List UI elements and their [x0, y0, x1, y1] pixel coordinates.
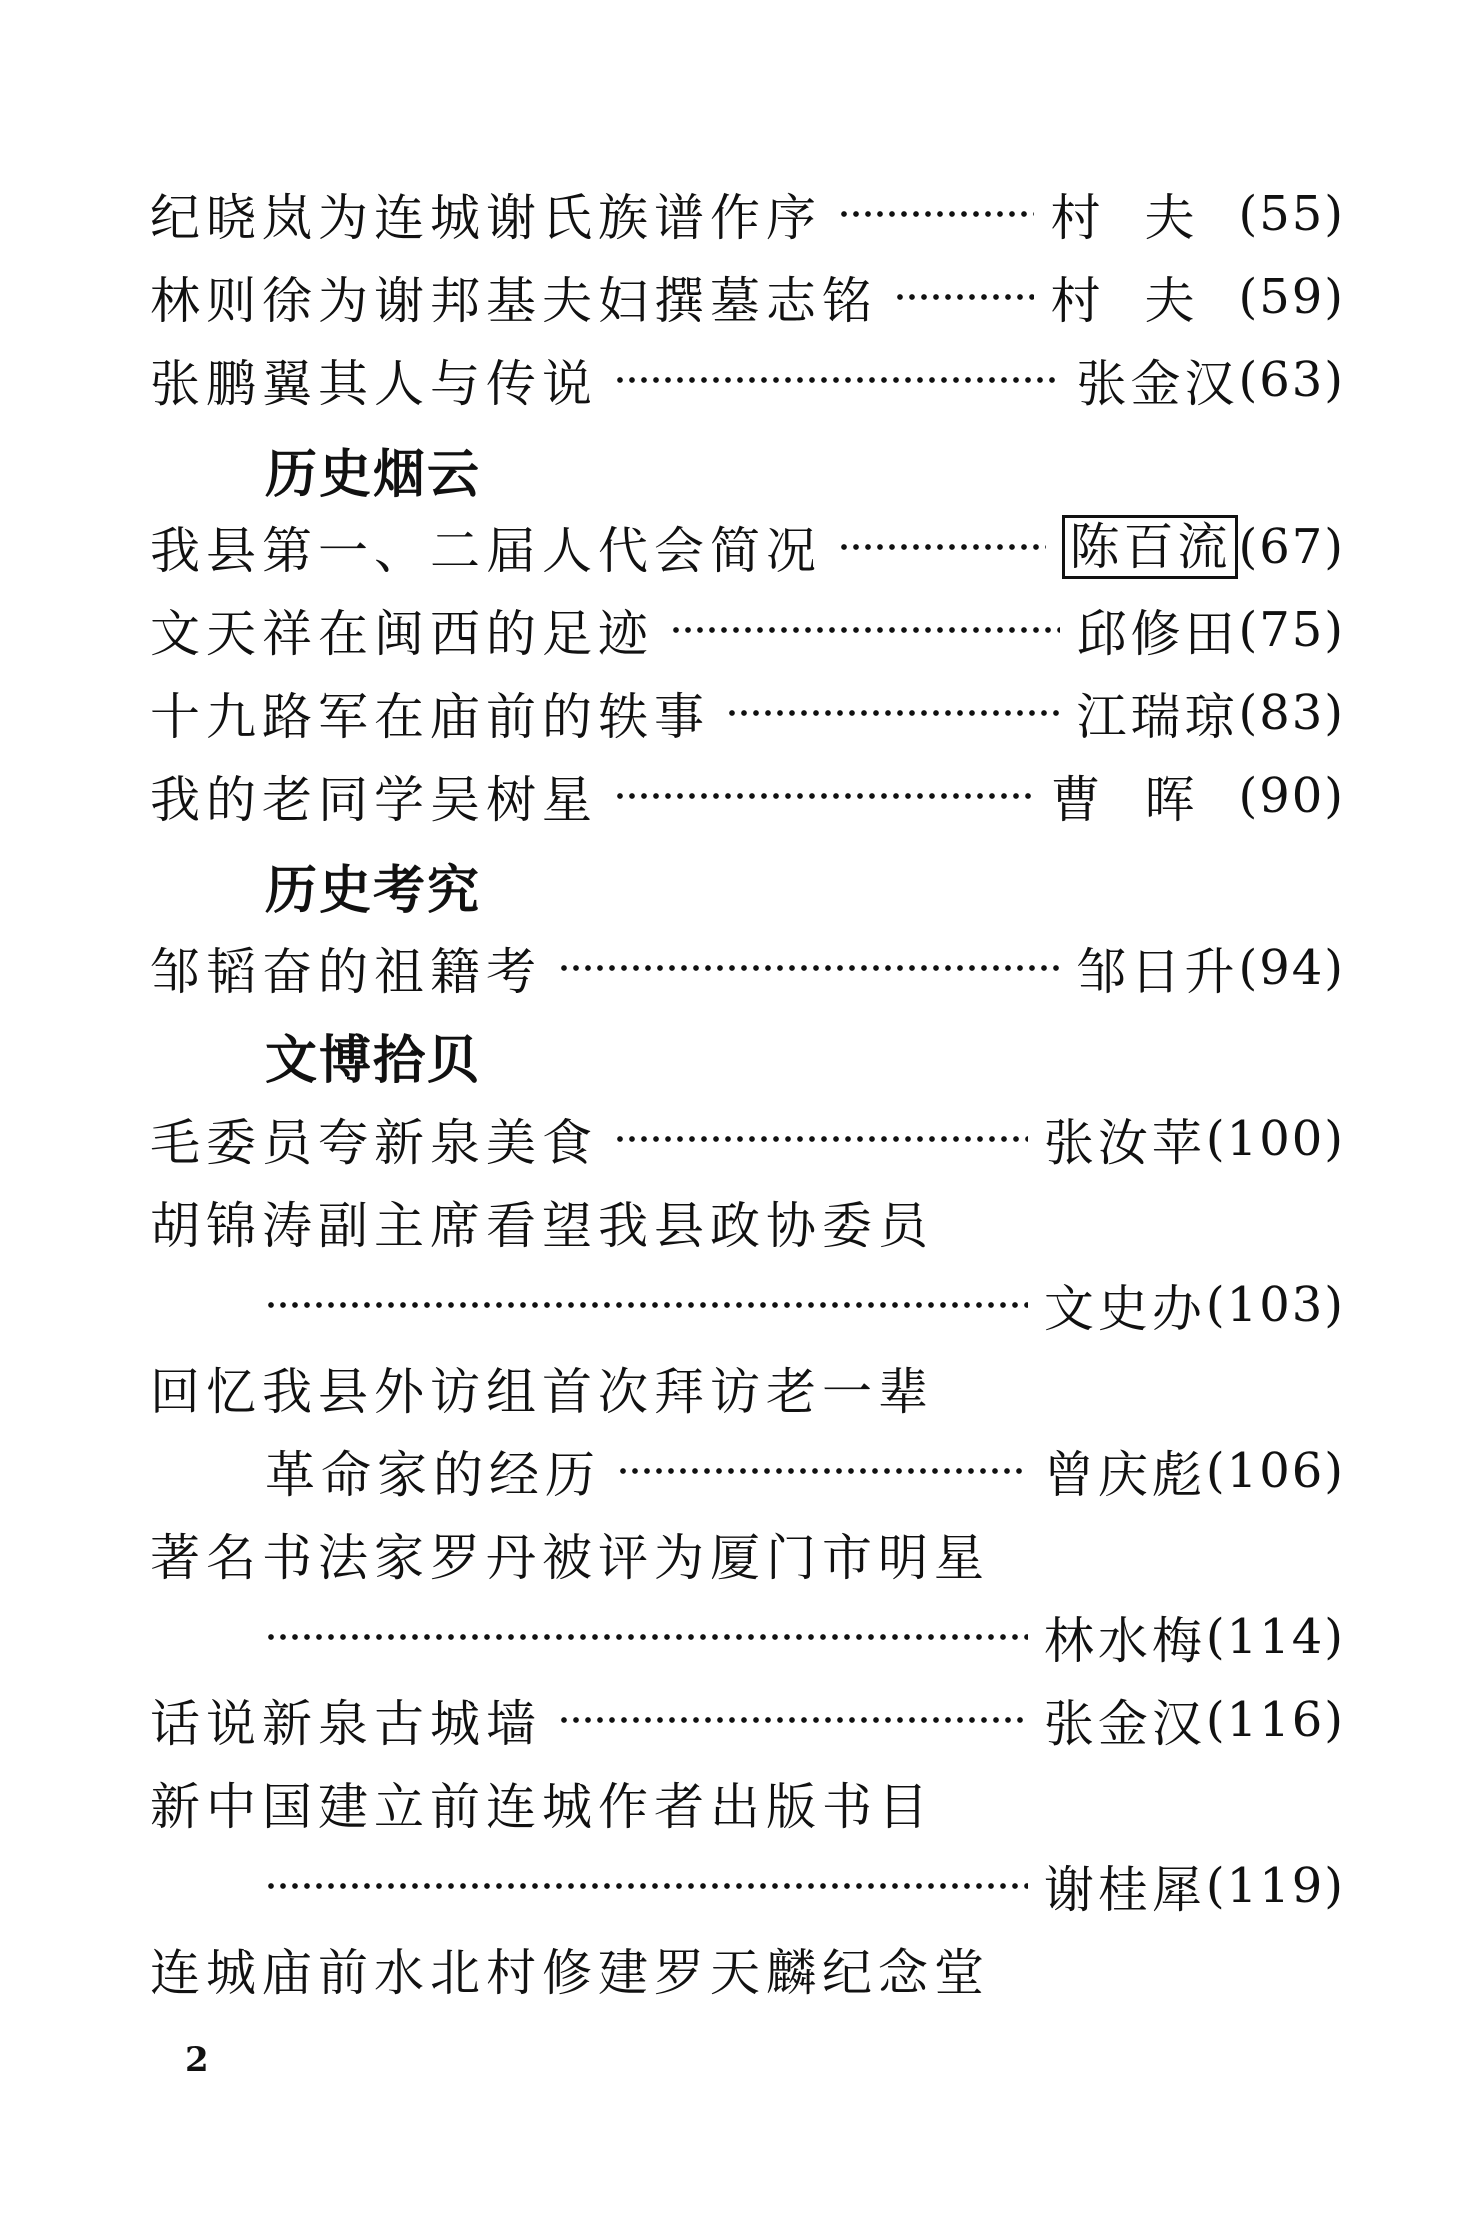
entry-page: (75): [1238, 602, 1345, 658]
entry-author: 村夫: [1050, 189, 1239, 247]
toc-entry: [150, 1349, 1345, 1427]
toc-entry-continuation: [265, 1432, 1345, 1510]
entry-author: 张汝苹: [1043, 1114, 1206, 1172]
toc-entry: [150, 757, 1345, 835]
entry-title: 纪晓岚为连城谢氏族谱作序: [150, 189, 822, 247]
toc-entry-continuation: [265, 1598, 1345, 1676]
entry-title: 著名书法家罗丹被评为厦门市明星: [150, 1529, 990, 1587]
section-heading: 文博拾贝: [265, 1031, 482, 1091]
toc-entry: [150, 929, 1345, 1007]
entry-page: (67): [1238, 519, 1345, 575]
dot-leader: [617, 1466, 1028, 1476]
entry-page: (116): [1205, 1692, 1345, 1748]
dot-leader: [265, 1881, 1028, 1891]
dot-leader: [558, 963, 1060, 973]
toc-entry-continuation: [265, 1266, 1345, 1344]
entry-author: [1062, 515, 1238, 579]
entry-title: 连城庙前水北村修建罗天麟纪念堂: [150, 1944, 990, 2002]
entry-page: (83): [1238, 685, 1345, 741]
dot-leader: [838, 209, 1034, 219]
entry-author: 曾庆彪: [1043, 1446, 1206, 1504]
entry-title: 文天祥在闽西的足迹: [150, 605, 654, 663]
entry-author: 曹晖: [1050, 771, 1239, 829]
entry-title: 话说新泉古城墙: [150, 1695, 542, 1753]
toc-entry-continuation: [265, 1847, 1345, 1925]
toc-entry: [150, 1515, 1345, 1593]
dot-leader: [265, 1300, 1028, 1310]
entry-page: (55): [1238, 186, 1345, 242]
entry-title: 新中国建立前连城作者出版书目: [150, 1778, 934, 1836]
entry-title: 邹韬奋的祖籍考: [150, 943, 542, 1001]
entry-page: (106): [1205, 1443, 1345, 1499]
toc-entry: [150, 591, 1345, 669]
entry-page: (90): [1238, 768, 1345, 824]
entry-page: (59): [1238, 269, 1345, 325]
toc-entry: [150, 674, 1345, 752]
dot-leader: [670, 625, 1060, 635]
page-number: 2: [185, 2040, 209, 2080]
entry-title: 我的老同学吴树星: [150, 771, 598, 829]
entry-author: 江瑞琼: [1076, 688, 1239, 746]
toc-entry: [150, 175, 1345, 253]
entry-title: 林则徐为谢邦基夫妇撰墓志铭: [150, 272, 878, 330]
entry-author: 邹日升: [1076, 943, 1239, 1001]
toc-entry: [150, 1100, 1345, 1178]
entry-title: 我县第一、二届人代会简况: [150, 522, 822, 580]
toc-entry: [150, 1764, 1345, 1842]
entry-author: 邱修田: [1076, 605, 1239, 663]
entry-title-continued: 革命家的经历: [265, 1446, 601, 1504]
dot-leader: [838, 542, 1046, 552]
dot-leader: [614, 1134, 1028, 1144]
toc-entry: [150, 1930, 1345, 2008]
dot-leader: [614, 375, 1060, 385]
toc-entry: [150, 508, 1345, 586]
entry-author: 村夫: [1050, 272, 1239, 330]
entry-title: 张鹏翼其人与传说: [150, 355, 598, 413]
entry-page: (103): [1205, 1277, 1345, 1333]
entry-page: (119): [1205, 1858, 1345, 1914]
entry-author: 张金汉: [1076, 355, 1239, 413]
section-heading: 历史考究: [265, 861, 482, 921]
dot-leader: [894, 292, 1034, 302]
entry-author: 文史办: [1043, 1280, 1206, 1338]
entry-page: (100): [1205, 1111, 1345, 1167]
toc-entry: [150, 341, 1345, 419]
dot-leader: [726, 708, 1060, 718]
entry-title: 十九路军在庙前的轶事: [150, 688, 710, 746]
toc-entry: [150, 258, 1345, 336]
entry-title: 回忆我县外访组首次拜访老一辈: [150, 1363, 934, 1421]
entry-title: 毛委员夸新泉美食: [150, 1114, 598, 1172]
boxed-author: 陈百流: [1062, 515, 1238, 579]
toc-entry: [150, 1681, 1345, 1759]
dot-leader: [265, 1632, 1028, 1642]
dot-leader: [558, 1715, 1028, 1725]
entry-author: 林水梅: [1043, 1612, 1206, 1670]
entry-author: 张金汉: [1043, 1695, 1206, 1753]
entry-author: 谢桂犀: [1043, 1861, 1206, 1919]
entry-page: (94): [1238, 940, 1345, 996]
section-heading: 历史烟云: [265, 445, 482, 505]
dot-leader: [614, 791, 1034, 801]
toc-entry: [150, 1183, 1345, 1261]
entry-title: 胡锦涛副主席看望我县政协委员: [150, 1197, 934, 1255]
entry-page: (114): [1205, 1609, 1345, 1665]
entry-page: (63): [1238, 352, 1345, 408]
